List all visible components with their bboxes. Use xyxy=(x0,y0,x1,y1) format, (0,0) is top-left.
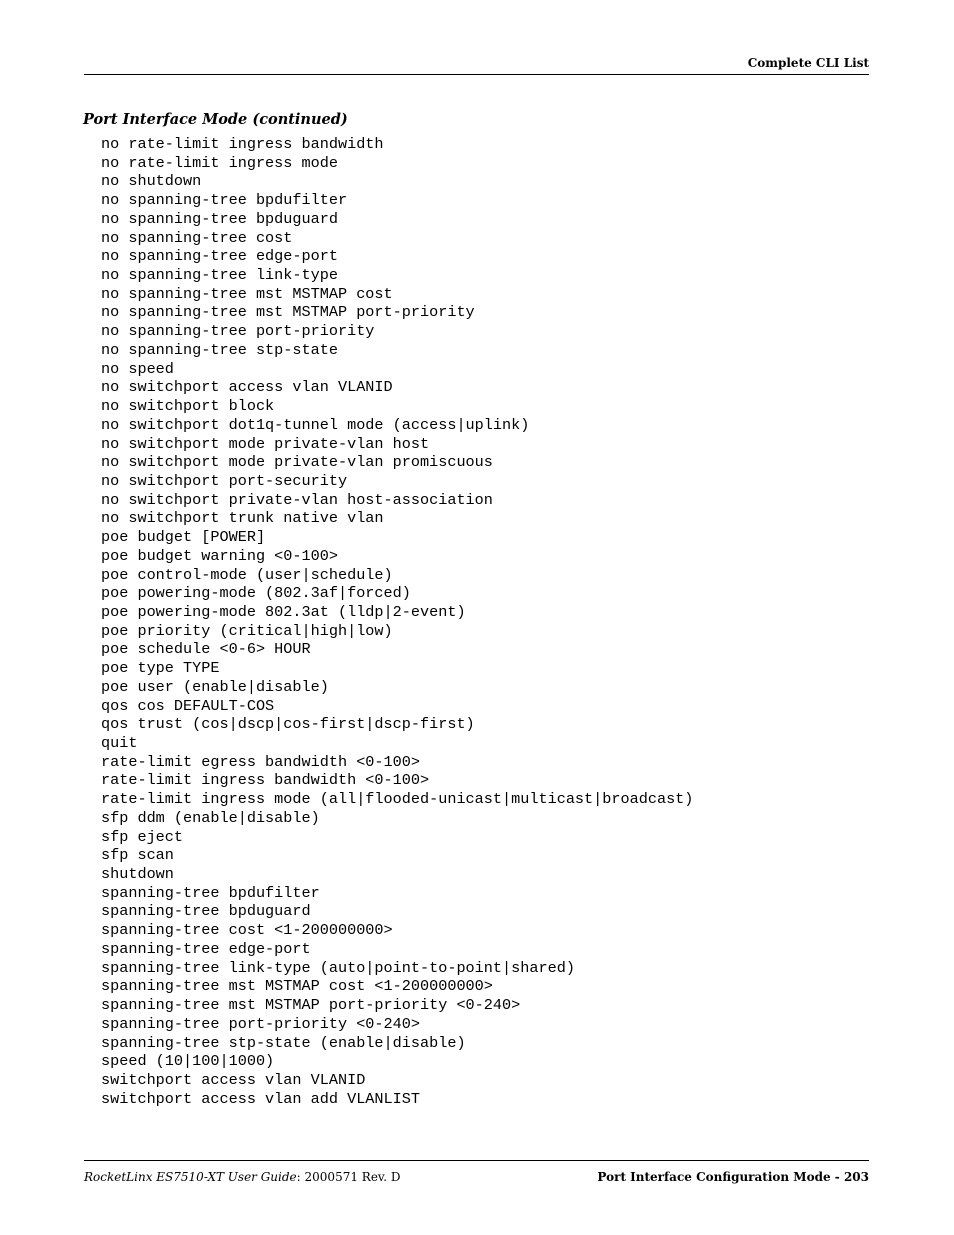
command-line: quit xyxy=(101,734,138,752)
command-line: no switchport private-vlan host-association xyxy=(101,490,493,509)
command-line: no spanning-tree mst MSTMAP cost xyxy=(101,284,393,303)
command-line: poe priority (critical|high|low) xyxy=(101,621,393,640)
command-line: no switchport access vlan VLANID xyxy=(101,378,393,397)
command-line: no speed xyxy=(101,359,174,378)
command-line: no spanning-tree port-priority xyxy=(101,322,375,341)
command-line: sfp ddm (enable|disable) xyxy=(101,808,320,827)
command-line: poe budget [POWER] xyxy=(101,528,266,547)
command-line: poe powering-mode 802.3at (lldp|2-event) xyxy=(101,602,466,621)
command-list xyxy=(101,135,693,1108)
command-line: qos trust (cos|dscp|cos-first|dscp-first) xyxy=(101,715,475,734)
command-line: spanning-tree edge-port xyxy=(101,939,311,958)
command-line: no switchport dot1q-tunnel mode (access|uplink) xyxy=(101,415,530,434)
command-line: no spanning-tree cost xyxy=(101,228,293,247)
command-line: speed (10|100|1000) xyxy=(101,1052,275,1071)
command-line: no switchport block xyxy=(101,397,275,416)
command-line: sfp eject xyxy=(101,827,184,846)
footer-page-label: Port Interface Configuration Mode - 203 xyxy=(597,1170,869,1184)
command-line: no switchport port-security xyxy=(101,471,348,490)
command-line: no rate-limit ingress mode xyxy=(101,153,338,172)
command-line: no rate-limit ingress bandwidth xyxy=(101,135,384,153)
command-line: spanning-tree bpduguard xyxy=(101,902,311,921)
command-line: spanning-tree mst MSTMAP port-priority <0-240> xyxy=(101,996,521,1015)
footer-doc-info xyxy=(84,1170,401,1184)
running-header xyxy=(84,56,869,75)
command-line: rate-limit egress bandwidth <0-100> xyxy=(101,752,420,771)
command-line: no switchport mode private-vlan promiscuous xyxy=(101,453,493,472)
command-line: qos cos DEFAULT-COS xyxy=(101,696,275,715)
command-line: poe control-mode (user|schedule) xyxy=(101,565,393,584)
command-line: no switchport mode private-vlan host xyxy=(101,434,430,453)
footer-product: RocketLinx ES7510-XT User Guide xyxy=(84,1170,297,1184)
command-line: no spanning-tree edge-port xyxy=(101,247,338,266)
command-line: no spanning-tree link-type xyxy=(101,266,338,285)
command-line: rate-limit ingress bandwidth <0-100> xyxy=(101,771,430,790)
command-line: spanning-tree cost <1-200000000> xyxy=(101,921,393,940)
running-footer xyxy=(84,1160,869,1191)
command-line: spanning-tree stp-state (enable|disable) xyxy=(101,1033,466,1052)
command-line: spanning-tree bpdufilter xyxy=(101,883,320,902)
command-line: spanning-tree mst MSTMAP cost <1-200000000> xyxy=(101,977,493,996)
footer-doc-number: : 2000571 Rev. D xyxy=(296,1170,401,1184)
command-line: spanning-tree link-type (auto|point-to-point|shared) xyxy=(101,958,575,977)
command-line: poe user (enable|disable) xyxy=(101,677,329,696)
command-line: poe powering-mode (802.3af|forced) xyxy=(101,584,411,603)
command-line: switchport access vlan VLANID xyxy=(101,1070,366,1089)
command-line: no spanning-tree stp-state xyxy=(101,340,338,359)
command-line: poe schedule <0-6> HOUR xyxy=(101,640,311,659)
command-line: no switchport trunk native vlan xyxy=(101,509,384,528)
command-line: rate-limit ingress mode (all|flooded-unicast|multicast|broadcast) xyxy=(101,790,694,809)
command-line: poe type TYPE xyxy=(101,659,220,678)
command-line: switchport access vlan add VLANLIST xyxy=(101,1089,420,1108)
command-line: no spanning-tree mst MSTMAP port-priority xyxy=(101,303,475,322)
command-line: spanning-tree port-priority <0-240> xyxy=(101,1014,420,1033)
section-heading: Port Interface Mode (continued) xyxy=(83,111,348,128)
command-line: no spanning-tree bpdufilter xyxy=(101,191,348,210)
command-line: no shutdown xyxy=(101,172,202,191)
command-line: shutdown xyxy=(101,865,174,884)
command-line: no spanning-tree bpduguard xyxy=(101,209,338,228)
command-line: sfp scan xyxy=(101,846,174,865)
running-header-title: Complete CLI List xyxy=(747,56,869,70)
command-line: poe budget warning <0-100> xyxy=(101,546,338,565)
